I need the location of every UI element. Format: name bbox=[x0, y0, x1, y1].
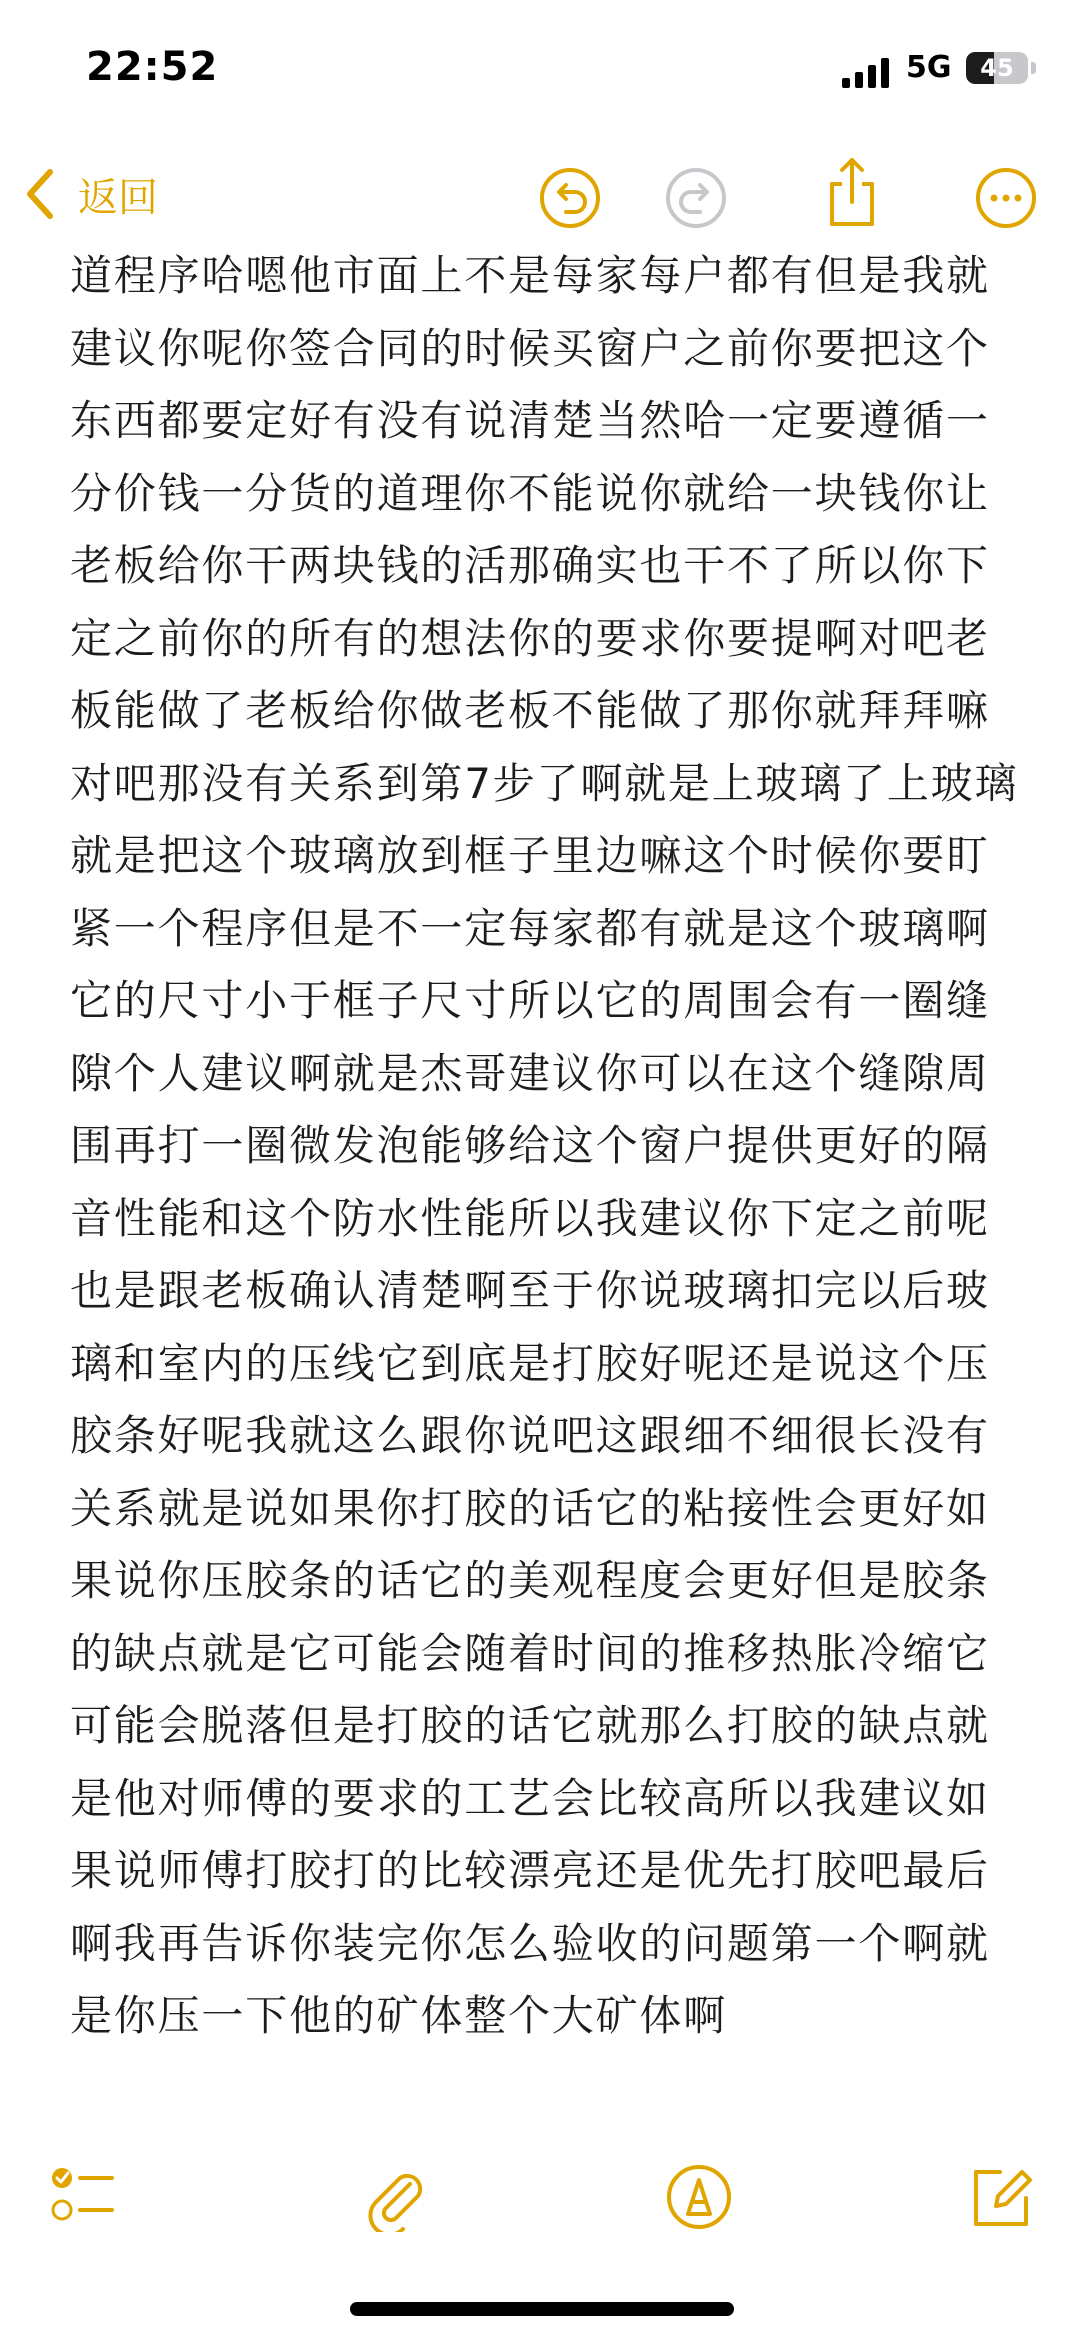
compose-icon[interactable] bbox=[966, 2162, 1036, 2232]
status-bar bbox=[0, 0, 1080, 140]
battery-level: 45 bbox=[980, 54, 1014, 82]
back-button[interactable] bbox=[22, 164, 158, 224]
attachment-icon[interactable] bbox=[360, 2162, 430, 2232]
checklist-icon[interactable] bbox=[48, 2162, 118, 2232]
home-indicator[interactable] bbox=[350, 2302, 734, 2316]
undo-icon[interactable] bbox=[538, 166, 602, 230]
back-label: 返回 bbox=[78, 174, 158, 221]
navigation-bar bbox=[0, 150, 1080, 240]
battery-icon bbox=[966, 52, 1028, 84]
note-body[interactable]: 道程序哈嗯他市面上不是每家每户都有但是我就建议你呢你签合同的时候买窗户之前你要把这个东西都要定好有没有说清楚当然哈一定要遵循一分价钱一分货的道理你不能说你就给一块钱你让老板给你干两块钱的活那确实也干不了所以你下定之前你的所有的想法你的要求你要提啊对吧老板能做了老板给你做老板不能做了那你就拜拜嘛对吧那没有关系到第7步了啊就是上玻璃了上玻璃就是把这个玻璃放到框子里边嘛这个时候你要盯紧一个程序但是不一定每家都有就是这个玻璃啊它的尺寸小于框子尺寸所以它的周围会有一圈缝隙个人建议啊就是杰哥建议你可以在这个缝隙周围再打一圈微发泡能够给这个窗户提供更好的隔音性能和这个防水性能所以我建议你下定之前呢也是跟老板确认清楚啊至于你说玻璃扣完以后玻璃和室内的压线它到底是打胶好呢还是说这个压胶条好呢我就这么跟你说吧这跟细不细很长没有关系就是说如果你打胶的话它的粘接性会更好如果说你压胶条的话它的美观程度会更好但是胶条的缺点就是它可能会随着时间的推移热胀冷缩它可能会脱落但是打胶的话它就那么打胶的缺点就是他对师傅的要求的工艺会比较高所以我建议如果说师傅打胶打的比较漂亮还是优先打胶吧最后啊我再告诉你装完你怎么验收的问题第一个啊就是你压一下他的矿体整个大矿体啊 bbox=[70, 251, 1019, 2040]
chevron-left-icon bbox=[22, 166, 58, 222]
share-icon[interactable] bbox=[820, 154, 884, 230]
markup-icon[interactable] bbox=[664, 2162, 734, 2232]
network-type: 5G bbox=[906, 50, 952, 85]
battery-tip bbox=[1031, 62, 1036, 74]
redo-icon[interactable] bbox=[664, 166, 728, 230]
status-time: 22:52 bbox=[86, 44, 219, 90]
bottom-toolbar bbox=[0, 2140, 1080, 2250]
cellular-signal-icon bbox=[842, 58, 892, 88]
more-icon[interactable] bbox=[974, 166, 1038, 230]
